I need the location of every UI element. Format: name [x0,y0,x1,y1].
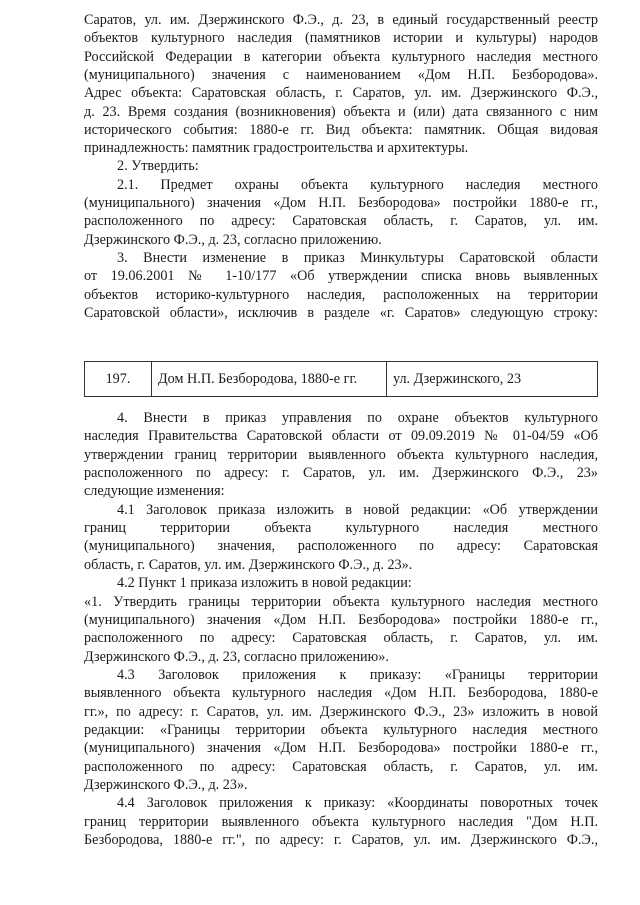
text-line: Саратовской области», исключив в разделе «г. Саратов» следующую строку: [84,304,598,321]
text-line: расположенного по адресу: Саратовская область, г. Саратов, ул. им. [84,213,598,230]
text-line: 3. Внести изменение в приказ Минкультуры Саратовской области [117,249,598,266]
text-line: (муниципального) значения с наименованием «Дом Н.П. Безбородова». [84,66,598,83]
text-line: Адрес объекта: Саратовская область, г. Саратов, ул. им. Дзержинского Ф.Э., [84,85,598,102]
text-line: от 19.06.2001 № 1-10/177 «Об утверждении списка вновь выявленных [84,268,598,285]
text-line: «1. Утвердить границы территории объекта культурного наследия местного [84,593,598,610]
text-line: Дзержинского Ф.Э., д. 23». [84,777,248,793]
text-line: расположенного по адресу: Саратовская область, г. Саратов, ул. им. [84,758,598,775]
text-line: наследия Правительства Саратовской области от 09.09.2019 № 01-04/59 «Об [84,428,598,445]
text-line: выявленного объекта культурного наследия «Дом Н.П. Безбородова, 1880-е [84,685,598,702]
text-line: границ территории выявленного объекта культурного наследия "Дом Н.П. [84,813,598,830]
text-line: расположенного по адресу: г. Саратов, ул. им. Дзержинского Ф.Э., 23» [84,465,598,482]
text-line: 4. Внести в приказ управления по охране объектов культурного [117,410,598,426]
text-line: Саратов, ул. им. Дзержинского Ф.Э., д. 23, в единый государственный реестр [84,12,598,28]
text-line: 4.4 Заголовок приложения к приказу: «Координаты поворотных точек [117,795,598,812]
text-line: (муниципального) значения «Дом Н.П. Безбородова» постройки 1880-е гг., [84,740,598,757]
table-cell-number: 197. [85,362,152,396]
text-line: Российской Федерации в категории объекта культурного наследия местного [84,48,598,65]
text-line: следующие изменения: [84,483,225,500]
text-line: 2. Утвердить: [117,158,199,175]
text-line: исторического события: 1880-е гг. Вид объекта: памятник. Общая видовая [84,121,598,138]
text-line: объектов историко-культурного наследия, расположенных на территории [84,286,598,303]
text-line: (муниципального) значения «Дом Н.П. Безбородова» постройки 1880-е гг., [84,195,598,211]
text-line: (муниципального) значения «Дом Н.П. Безбородова» постройки 1880-е гг., [84,611,598,628]
text-line: расположенного по адресу: Саратовская область, г. Саратов, ул. им. [84,630,598,647]
text-line: объектов культурного наследия (памятников истории и культуры) народов [84,30,598,47]
text-line: 2.1. Предмет охраны объекта культурного наследия местного [117,176,598,193]
text-line: редакции: «Границы территории объекта культурного наследия местного [84,721,598,738]
text-line: 4.1 Заголовок приказа изложить в новой редакции: «Об утверждении [117,501,598,518]
text-line: Дзержинского Ф.Э., д. 23, согласно приложению». [84,648,389,665]
text-line: Дзержинского Ф.Э., д. 23, согласно приложению. [84,231,382,248]
text-line: утверждении границ территории выявленного объекта культурного наследия, [84,446,598,463]
table-row [84,361,598,397]
text-line: 4.3 Заголовок приложения к приказу: «Границы территории [117,666,598,683]
text-line: (муниципального) значения, расположенного по адресу: Саратовская [84,538,598,555]
text-line: границ территории объекта культурного наследия местного [84,520,598,537]
text-line: гг.», по адресу: г. Саратов, ул. им. Дзержинского Ф.Э., 23» изложить в новой [84,703,598,720]
table-cell-address: ул. Дзержинского, 23 [393,370,522,387]
text-line: принадлежность: памятник градостроительства и архитектуры. [84,140,469,157]
table-cell-object-name: Дом Н.П. Безбородова, 1880-е гг. [152,362,387,396]
text-line: 4.2 Пункт 1 приказа изложить в новой редакции: [117,575,412,592]
text-line: область, г. Саратов, ул. им. Дзержинского Ф.Э., д. 23». [84,556,413,573]
text-line: д. 23. Время создания (возникновения) объекта и (или) дата связанного с ним [84,103,598,120]
text-line: Безбородова, 1880-е гг.", по адресу: г. Саратов, ул. им. Дзержинского Ф.Э., [84,832,598,849]
